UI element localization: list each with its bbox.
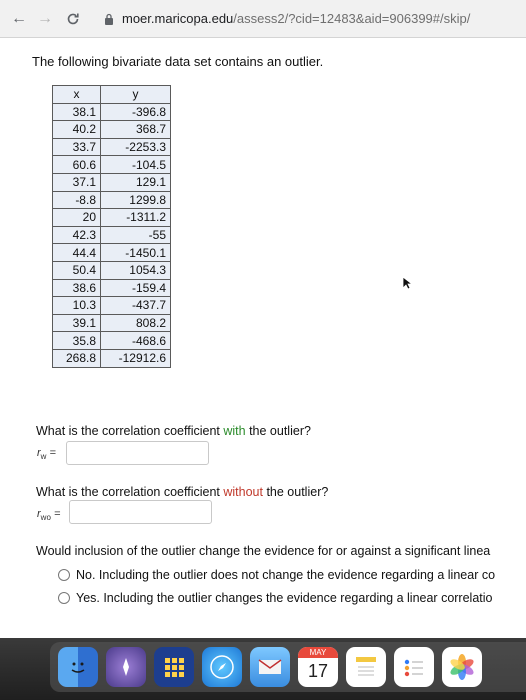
y-cell: 1299.8 — [101, 191, 171, 209]
lock-icon[interactable] — [102, 12, 116, 26]
q1-text-post: the outlier? — [245, 424, 311, 438]
option-yes[interactable] — [58, 591, 492, 605]
column-header-x: x — [53, 86, 101, 104]
q1-highlight: with — [223, 424, 246, 438]
r-symbol: r — [37, 508, 41, 520]
table-row — [53, 297, 171, 315]
finder-icon[interactable] — [58, 647, 98, 687]
y-cell: -12912.6 — [101, 349, 171, 367]
q2-text-pre: What is the correlation coefficient — [36, 485, 224, 499]
safari-icon[interactable] — [202, 647, 242, 687]
y-cell: -2253.3 — [101, 138, 171, 156]
y-cell: 808.2 — [101, 314, 171, 332]
assessment-page — [0, 38, 526, 638]
q2-text-post: the outlier? — [262, 485, 329, 499]
y-cell: 1054.3 — [101, 261, 171, 279]
reminders-icon[interactable] — [394, 647, 434, 687]
q2-highlight: without — [223, 485, 263, 499]
y-cell: -104.5 — [101, 156, 171, 174]
r-symbol: r — [37, 447, 41, 459]
question-intro: The following bivariate data set contains an outlier. — [32, 54, 324, 69]
address-bar[interactable] — [122, 11, 470, 26]
equals-sign: = — [46, 447, 56, 459]
table-row — [53, 332, 171, 350]
desktop-dock-area — [0, 638, 526, 700]
option-no[interactable] — [58, 568, 495, 582]
table-row — [53, 191, 171, 209]
x-cell: 40.2 — [53, 121, 101, 139]
notes-icon[interactable] — [346, 647, 386, 687]
table-row — [53, 173, 171, 191]
x-cell: 37.1 — [53, 173, 101, 191]
dock — [50, 642, 526, 692]
forward-arrow-icon[interactable]: → — [37, 9, 53, 27]
table-row — [53, 156, 171, 174]
x-cell: 42.3 — [53, 226, 101, 244]
table-row — [53, 121, 171, 139]
bivariate-data-table — [52, 85, 171, 368]
y-cell: 368.7 — [101, 121, 171, 139]
table-row — [53, 226, 171, 244]
table-row — [53, 261, 171, 279]
y-cell: -396.8 — [101, 103, 171, 121]
table-header-row — [53, 86, 171, 104]
x-cell: 20 — [53, 209, 101, 227]
x-cell: 38.1 — [53, 103, 101, 121]
table-row — [53, 349, 171, 367]
table-row — [53, 103, 171, 121]
table-row — [53, 209, 171, 227]
option-yes-label: Yes. Including the outlier changes the evidence regarding a linear correlatio — [76, 591, 493, 605]
y-cell: -1311.2 — [101, 209, 171, 227]
r-subscript: wo — [40, 513, 51, 523]
launchpad-grid-icon[interactable] — [154, 647, 194, 687]
x-cell: 60.6 — [53, 156, 101, 174]
table-row — [53, 138, 171, 156]
r-subscript: w — [40, 452, 47, 462]
question-significance: Would inclusion of the outlier change the evidence for or against a significant linea — [36, 544, 491, 558]
question-without-outlier — [36, 485, 328, 499]
x-cell: 39.1 — [53, 314, 101, 332]
option-no-label: No. Including the outlier does not change the evidence regarding a linear co — [76, 568, 496, 582]
x-cell: -8.8 — [53, 191, 101, 209]
calendar-icon[interactable] — [298, 647, 338, 687]
y-cell: -437.7 — [101, 297, 171, 315]
column-header-y: y — [101, 86, 171, 104]
radio-yes[interactable] — [58, 592, 70, 604]
x-cell: 33.7 — [53, 138, 101, 156]
r-without-input[interactable] — [69, 500, 212, 524]
equals-sign: = — [50, 508, 61, 520]
y-cell: -1450.1 — [101, 244, 171, 262]
url-path: /assess2/?cid=12483&aid=906399#/skip/ — [233, 11, 471, 26]
table-row — [53, 244, 171, 262]
launchpad-icon[interactable] — [106, 647, 146, 687]
table-row — [53, 314, 171, 332]
radio-no[interactable] — [58, 569, 70, 581]
x-cell: 35.8 — [53, 332, 101, 350]
x-cell: 50.4 — [53, 261, 101, 279]
browser-toolbar — [0, 0, 526, 38]
x-cell: 268.8 — [53, 349, 101, 367]
y-cell: -55 — [101, 226, 171, 244]
r-wo-label — [37, 508, 60, 522]
reload-icon[interactable] — [62, 8, 84, 30]
back-arrow-icon[interactable]: ← — [11, 9, 27, 27]
x-cell: 38.6 — [53, 279, 101, 297]
y-cell: 129.1 — [101, 173, 171, 191]
y-cell: -468.6 — [101, 332, 171, 350]
y-cell: -159.4 — [101, 279, 171, 297]
x-cell: 44.4 — [53, 244, 101, 262]
url-host: moer.maricopa.edu — [122, 11, 234, 26]
r-w-label — [37, 447, 56, 461]
question-with-outlier — [36, 424, 311, 438]
x-cell: 10.3 — [53, 297, 101, 315]
calendar-day: 17 — [307, 661, 329, 681]
photos-icon[interactable] — [442, 647, 482, 687]
table-row — [53, 279, 171, 297]
mouse-cursor-icon — [402, 276, 412, 295]
q1-text-pre: What is the correlation coefficient — [36, 424, 224, 438]
r-with-input[interactable] — [66, 441, 209, 465]
mail-icon[interactable] — [250, 647, 290, 687]
calendar-month: MAY — [298, 647, 338, 658]
